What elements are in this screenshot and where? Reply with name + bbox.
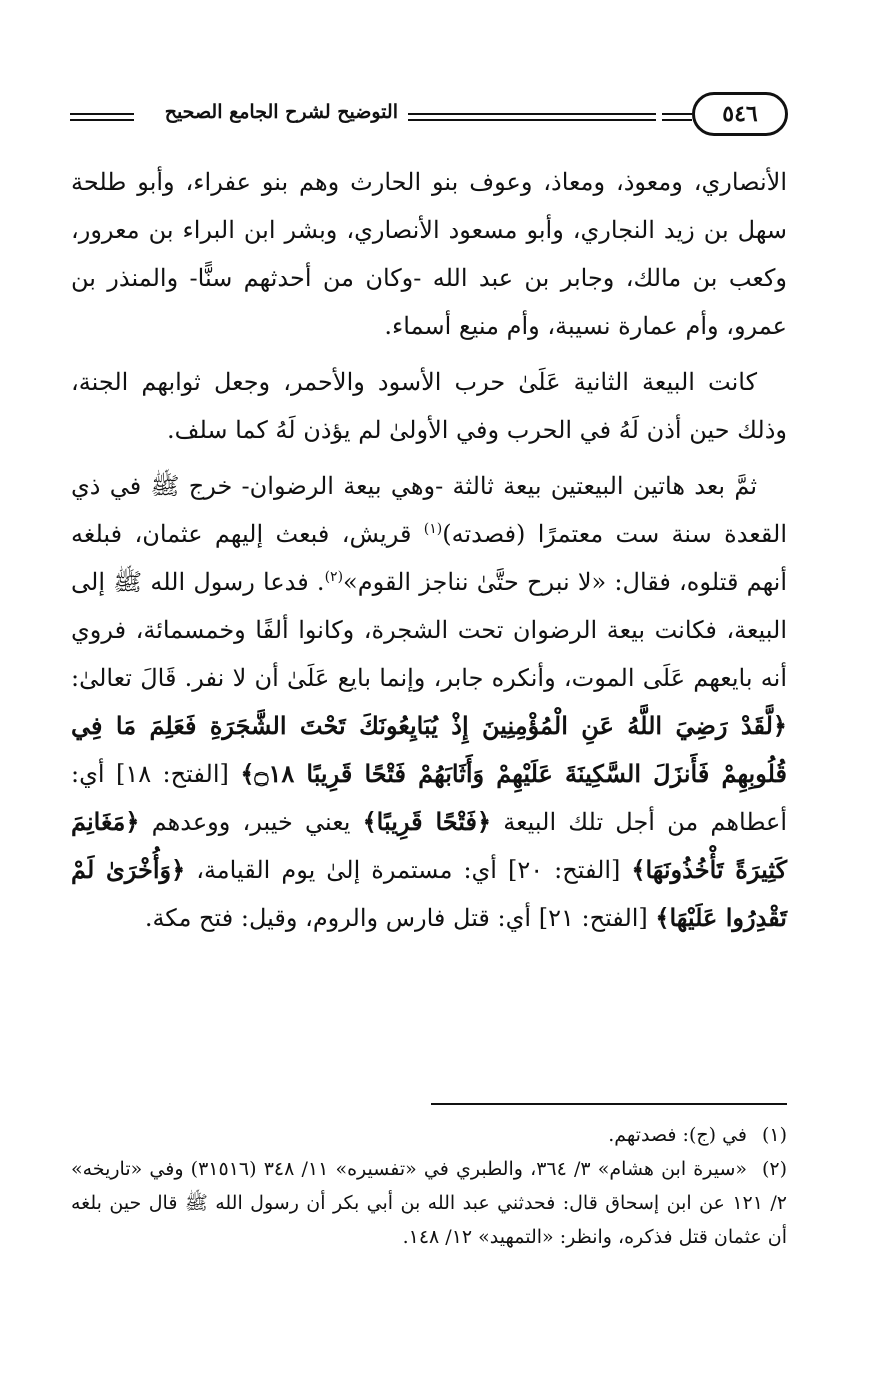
footnote-1 — [71, 1118, 787, 1152]
paragraph-2: كانت البيعة الثانية عَلَىٰ حرب الأسود والأحمر، وجعل ثوابهم الجنة، وذلك حين أذن لَهُ في الحرب وفي الأولىٰ لم يؤذن لَهُ كما سلف. — [71, 368, 787, 444]
footnote-number: (١) — [761, 1124, 787, 1146]
text-segment: قريش، فبعث إليهم عثمان، فبلغه أنهم قتلوه، فقال: «لا نبرح حتَّىٰ نناجز القوم» — [71, 520, 788, 596]
footnotes — [71, 1118, 787, 1254]
footnote-text: في (ج): فصدتهم. — [608, 1124, 747, 1146]
text-segment: [الفتح: ٢٠] أي: مستمرة إلىٰ يوم القيامة، — [185, 856, 632, 884]
quran-verse-3: ﴿مَغَانِمَ كَثِيرَةً تَأْخُذُونَهَا﴾ — [71, 807, 788, 884]
text-segment: [الفتح: ٢١] أي: قتل فارس والروم، وقيل: فتح مكة. — [144, 904, 656, 932]
body-text — [71, 158, 787, 950]
quran-verse-4: ﴿وَأُخْرَىٰ لَمْ تَقْدِرُوا عَلَيْهَا﴾ — [71, 855, 787, 932]
footnote-ref-1: (١) — [423, 521, 443, 537]
footnote-text: «سيرة ابن هشام» ٣/ ٣٦٤، والطبري في «تفسيره» ١١/ ٣٤٨ (٣١٥١٦) وفي «تاريخه» ٢/ ١٢١ عن ابن إسحاق قال: فحدثني عبد الله بن أبي بكر أن رسول الله ﷺ قال حين بلغه أن عثمان قتل فذكره، وانظر: «التمهيد» ١٢/ ١٤٨. — [71, 1158, 787, 1248]
footnote-2 — [71, 1152, 787, 1254]
header-rule-left — [70, 113, 134, 115]
text-segment: . فدعا رسول الله ﷺ إلى البيعة، فكانت بيعة الرضوان تحت الشجرة، وكانوا ألفًا وخمسمائة، فروي أنه بايعهم عَلَى الموت، وأنكره جابر، وإنما بايع عَلَىٰ أن لا نفر. قَالَ تعالىٰ: — [71, 568, 788, 692]
paragraph-1: الأنصاري، ومعوذ، ومعاذ، وعوف بنو الحارث وهم بنو عفراء، وأبو طلحة سهل بن زيد النجاري، وأبو مسعود الأنصاري، وبشر ابن البراء بن معرور، وكعب بن مالك، وجابر بن عبد الله -وكان من أحدثهم سنًّا- والمنذر بن عمرو، وأم عمارة نسيبة، وأم منيع أسماء. — [71, 168, 787, 340]
text-segment: [الفتح: ١٨] أي: أعطاهم من أجل تلك البيعة — [71, 760, 787, 836]
page-header — [60, 92, 788, 140]
page-number: ٥٤٦ — [692, 92, 788, 136]
quran-verse-2: ﴿فَتْحًا قَرِيبًا﴾ — [362, 807, 492, 836]
paragraph-3 — [71, 462, 787, 942]
footnote-ref-2: (٢) — [324, 569, 344, 585]
quran-verse-1: ﴿لَّقَدْ رَضِيَ اللَّهُ عَنِ الْمُؤْمِنِينَ إِذْ يُبَايِعُونَكَ تَحْتَ الشَّجَرَةِ فَعَلِمَ مَا فِي قُلُوبِهِمْ فَأَنزَلَ السَّكِينَةَ عَلَيْهِمْ وَأَثَابَهُمْ فَتْحًا قَرِيبًا ۝١٨﴾ — [71, 711, 788, 788]
running-title: التوضيح لشرح الجامع الصحيح — [164, 101, 398, 123]
text-segment: يعني خيبر، ووعدهم — [139, 808, 363, 836]
text-segment: ثمَّ بعد هاتين البيعتين بيعة ثالثة -وهي بيعة الرضوان- خرج ﷺ في ذي القعدة سنة ست معتمرًا (فصدته) — [71, 472, 787, 548]
header-rule-middle — [408, 113, 656, 115]
header-rule-right — [662, 113, 692, 115]
footnote-separator — [431, 1103, 787, 1105]
footnote-number: (٢) — [761, 1158, 788, 1180]
